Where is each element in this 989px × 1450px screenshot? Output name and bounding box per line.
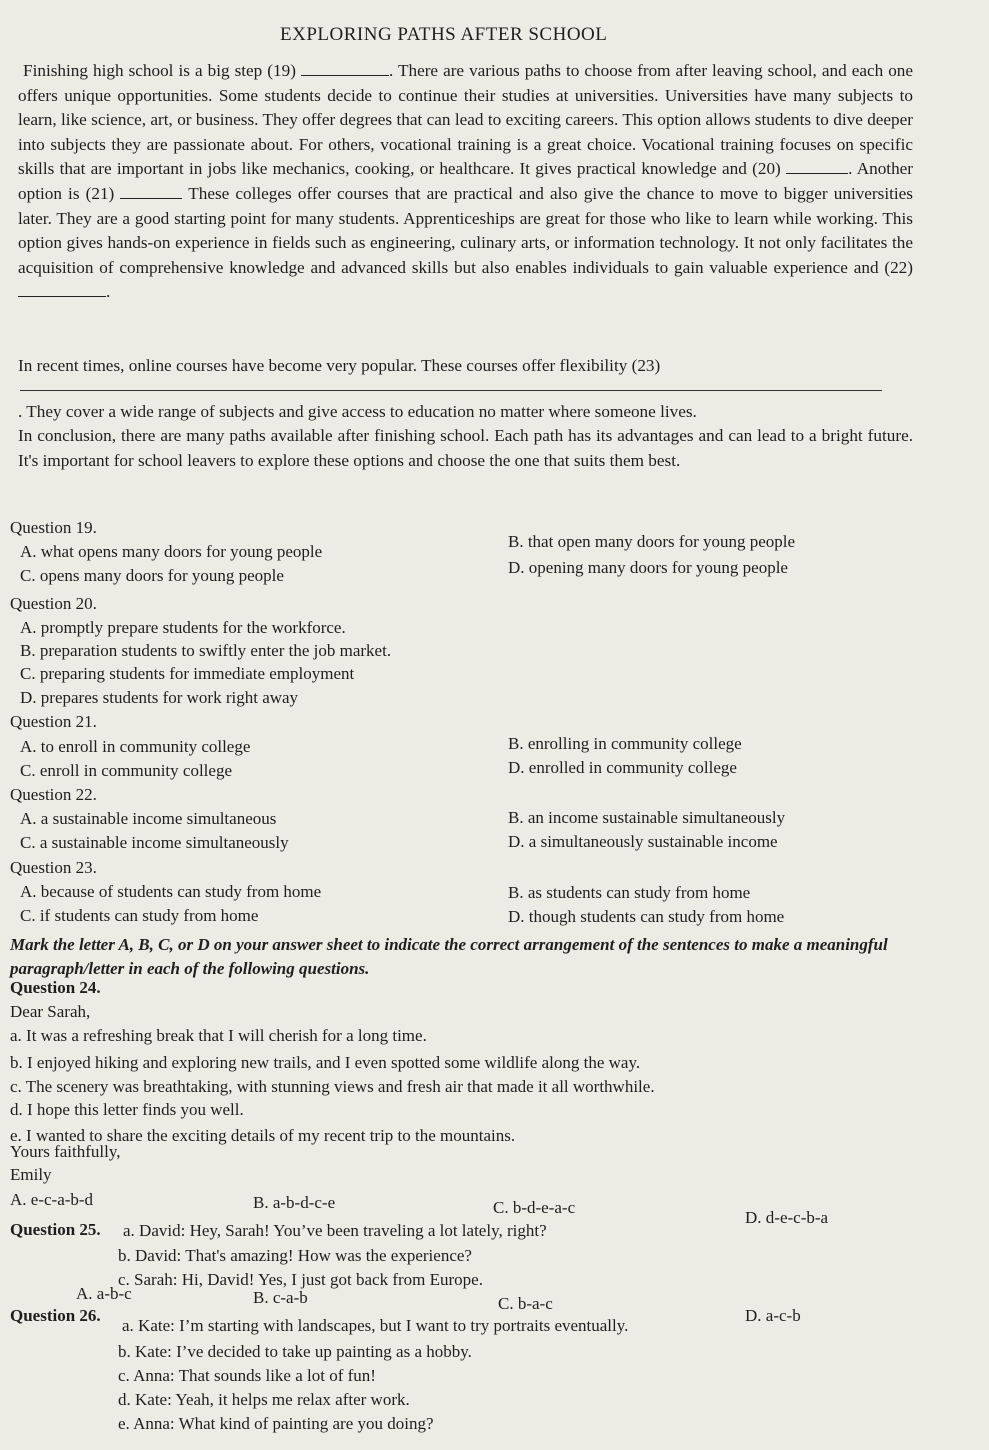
q22-option-b[interactable]: B. an income sustainable simultaneously	[508, 808, 786, 827]
q20-option-d[interactable]: D. prepares students for work right away	[20, 688, 299, 707]
passage-text: Finishing high school is a big step (19)	[23, 61, 296, 80]
q24-sentence-d: d. I hope this letter finds you well.	[10, 1100, 244, 1119]
q23-option-a[interactable]: A. because of students can study from home	[20, 882, 322, 901]
q24-greeting: Dear Sarah,	[10, 1002, 91, 1021]
q24-sentence-c: c. The scenery was breathtaking, with stunning views and fresh air that made it all worthwhile.	[10, 1077, 655, 1096]
q25-line-a: a. David: Hey, Sarah! You’ve been traveling a lot lately, right?	[123, 1221, 547, 1240]
q22-option-d[interactable]: D. a simultaneously sustainable income	[508, 832, 778, 851]
question-23-label: Question 23.	[10, 858, 97, 877]
q21-option-c[interactable]: C. enroll in community college	[20, 761, 232, 780]
q26-line-c: c. Anna: That sounds like a lot of fun!	[118, 1366, 376, 1385]
passage-paragraph-2	[18, 354, 913, 379]
blank-23[interactable]	[20, 390, 882, 391]
q24-sentence-b: b. I enjoyed hiking and exploring new trails, and I even spotted some wildlife along the way.	[10, 1053, 641, 1072]
q24-closing: Yours faithfully,	[10, 1142, 121, 1161]
question-22-label: Question 22.	[10, 785, 97, 804]
q24-sentence-a: a. It was a refreshing break that I will cherish for a long time.	[10, 1026, 427, 1045]
blank-22[interactable]	[18, 282, 106, 297]
q19-option-d[interactable]: D. opening many doors for young people	[508, 558, 788, 577]
question-20-label: Question 20.	[10, 594, 97, 613]
q24-signature: Emily	[10, 1165, 52, 1184]
q24-sentence-e: e. I wanted to share the exciting details of my recent trip to the mountains.	[10, 1126, 516, 1145]
question-24-label: Question 24.	[10, 978, 101, 997]
blank-20[interactable]	[786, 159, 848, 174]
passage-text: In recent times, online courses have become very popular. These courses offer flexibility (23)	[18, 356, 661, 375]
q19-option-c[interactable]: C. opens many doors for young people	[20, 566, 284, 585]
arrangement-instruction: Mark the letter A, B, C, or D on your answer sheet to indicate the correct arrangement of the sentences to make a meaningful paragraph/letter in each of the following questions.	[10, 935, 888, 978]
question-19-label: Question 19.	[10, 518, 97, 537]
passage-paragraph-2-cont	[18, 400, 913, 425]
q25-option-b[interactable]: B. c-a-b	[253, 1288, 308, 1307]
passage-text: .	[106, 282, 111, 302]
question-25-label: Question 25.	[10, 1220, 101, 1239]
question-21-label: Question 21.	[10, 712, 97, 731]
passage-paragraph-3	[18, 424, 913, 473]
question-26-label: Question 26.	[10, 1306, 101, 1325]
q24-option-a[interactable]: A. e-c-a-b-d	[10, 1190, 94, 1209]
q24-option-b[interactable]: B. a-b-d-c-e	[253, 1193, 336, 1212]
q25-option-a[interactable]: A. a-b-c	[76, 1284, 132, 1303]
q21-option-d[interactable]: D. enrolled in community college	[508, 758, 737, 777]
q19-option-b[interactable]: B. that open many doors for young people	[508, 532, 796, 551]
q20-option-b[interactable]: B. preparation students to swiftly enter the job market.	[20, 641, 392, 660]
q19-option-a[interactable]: A. what opens many doors for young people	[20, 542, 323, 561]
q20-option-a[interactable]: A. promptly prepare students for the workforce.	[20, 618, 346, 637]
q25-line-b: b. David: That's amazing! How was the experience?	[118, 1246, 472, 1265]
q26-line-b: b. Kate: I’ve decided to take up painting as a hobby.	[118, 1342, 472, 1361]
q25-option-d[interactable]: D. a-c-b	[745, 1306, 801, 1325]
q25-line-c: c. Sarah: Hi, David! Yes, I just got back from Europe.	[118, 1270, 483, 1289]
q21-option-b[interactable]: B. enrolling in community college	[508, 734, 742, 753]
q20-option-c[interactable]: C. preparing students for immediate employment	[20, 664, 355, 683]
passage-text: These colleges offer courses that are practical and also give the chance to move to bigger universities later. They are a good starting point for many students. Apprenticeships are great for those who like to learn while working. This option gives hands-on experience in fields such as engineering, culinary arts, or information technology. It not only facilitates the acquisition of comprehensive knowledge and advanced skills but also enables individuals to gain valuable experience and (22)	[18, 183, 913, 277]
q26-line-d: d. Kate: Yeah, it helps me relax after work.	[118, 1390, 410, 1409]
q25-option-c[interactable]: C. b-a-c	[498, 1294, 553, 1313]
passage-title: EXPLORING PATHS AFTER SCHOOL	[280, 24, 608, 45]
passage-text: . They cover a wide range of subjects and give access to education no matter where someone lives.	[18, 402, 697, 421]
q24-option-d[interactable]: D. d-e-c-b-a	[745, 1208, 829, 1227]
q21-option-a[interactable]: A. to enroll in community college	[20, 737, 251, 756]
q26-line-e: e. Anna: What kind of painting are you doing?	[118, 1414, 434, 1433]
passage-text: . Another option is (21)	[18, 159, 914, 203]
blank-19[interactable]	[301, 61, 389, 76]
q23-option-c[interactable]: C. if students can study from home	[20, 906, 259, 925]
passage-paragraph-1	[18, 50, 913, 305]
q24-option-c[interactable]: C. b-d-e-a-c	[493, 1198, 576, 1217]
passage-text: . There are various paths to choose from after leaving school, and each one offers unique opportunities. Some students decide to continue their studies at universities. Universities have many subjects to learn, like science, art, or business. They offer degrees that can lead to exciting careers. This option allows students to dive deeper into subjects they are passionate about. For others, vocational training is a great choice. Vocational training focuses on specific skills that are important in jobs like mechanics, cooking, or healthcare. It gives practical knowledge and	[18, 61, 914, 179]
blank-21[interactable]	[120, 184, 182, 199]
q23-option-d[interactable]: D. though students can study from home	[508, 907, 785, 926]
q26-line-a: a. Kate: I’m starting with landscapes, but I want to try portraits eventually.	[122, 1316, 629, 1335]
passage-text: In conclusion, there are many paths available after finishing school. Each path has its advantages and can lead to a bright future. It's important for school leavers to explore these options and choose the one that suits them best.	[18, 426, 913, 470]
passage-text: (20)	[752, 159, 781, 179]
q23-option-b[interactable]: B. as students can study from home	[508, 883, 751, 902]
q22-option-c[interactable]: C. a sustainable income simultaneously	[20, 833, 289, 852]
q22-option-a[interactable]: A. a sustainable income simultaneous	[20, 809, 277, 828]
